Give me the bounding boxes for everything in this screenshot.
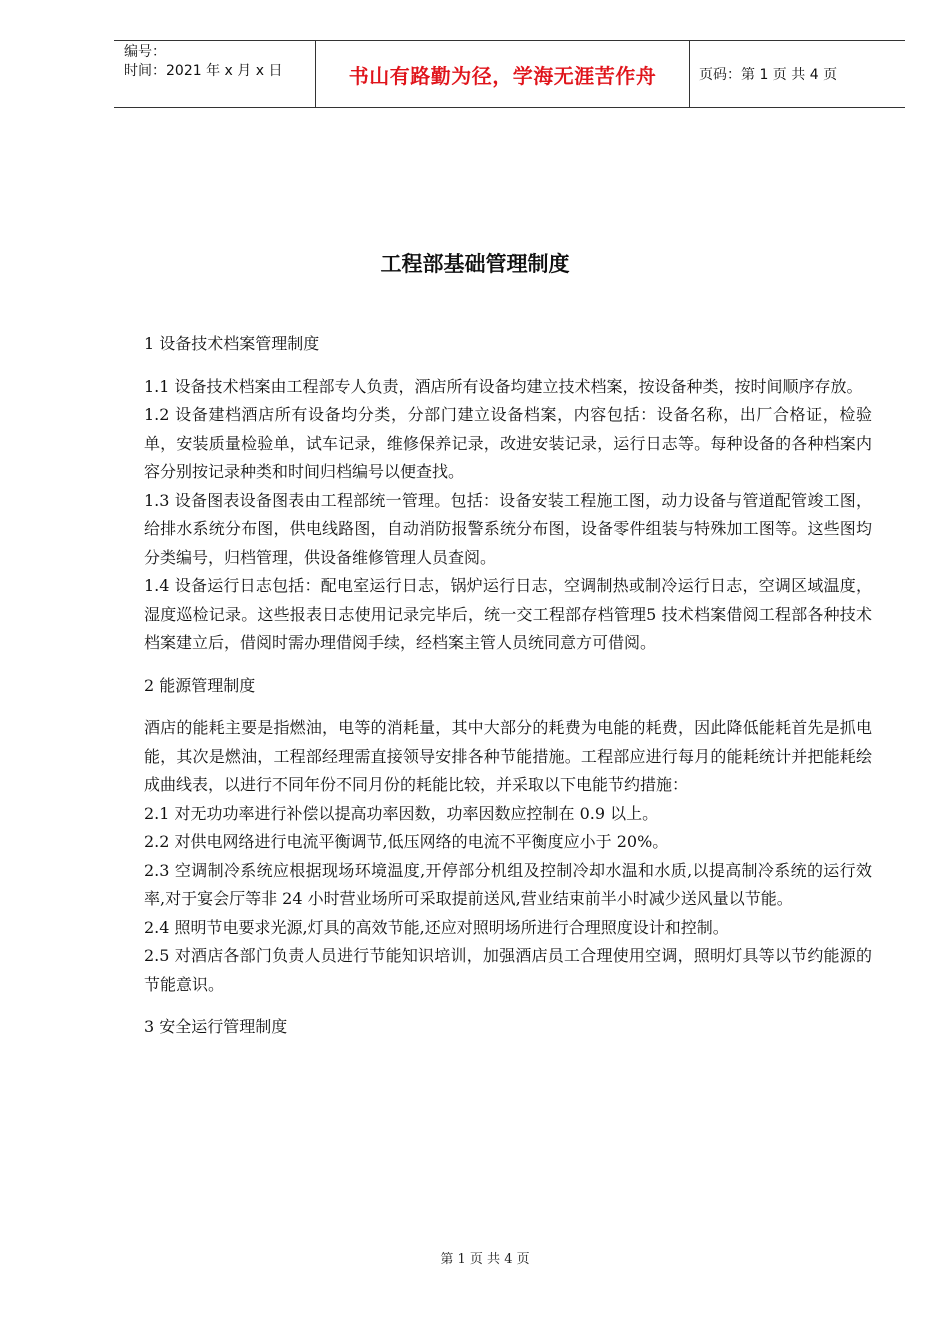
paragraph-2-1: 2.1 对无功功率进行补偿以提高功率因数，功率因数应控制在 0.9 以上。 — [144, 803, 659, 823]
header-meta — [114, 41, 316, 107]
section-1-heading: 1 设备技术档案管理制度 — [144, 334, 320, 353]
serial-number-label: 编号： — [124, 44, 166, 60]
header-motto: 书山有路勤为径，学海无涯苦作舟 — [316, 41, 690, 107]
paragraph-1-4: 1.4 设备运行日志包括：配电室运行日志，锅炉运行日志，空调制热或制冷运行日志，空调区域温度，湿度巡检记录。这些报表日志使用记录完毕后，统一交工程部存档管理5 技术档案借阅工程部各种技术档案建立后，借阅时需办理借阅手续，经档案主管人员统同意方可借阅。 — [144, 576, 872, 652]
paragraph-1-2: 1.2 设备建档酒店所有设备均分类，分部门建立设备档案，内容包括：设备名称，出厂合格证，检验单，安装质量检验单，试车记录，维修保养记录，改进安装记录，运行日志等。每种设备的各种档案内容分别按记录种类和时间归档编号以便查找。 — [144, 405, 872, 481]
paragraph-2-5: 2.5 对酒店各部门负责人员进行节能知识培训，加强酒店员工合理使用空调，照明灯具等以节约能源的节能意识。 — [144, 946, 872, 994]
paragraph-2-4: 2.4 照明节电要求光源,灯具的高效节能,还应对照明场所进行合理照度设计和控制。 — [144, 917, 729, 937]
paragraph-1-3: 1.3 设备图表设备图表由工程部统一管理。包括：设备安装工程施工图，动力设备与管道配管竣工图，给排水系统分布图，供电线路图，自动消防报警系统分布图，设备零件组装与特殊加工图等。这些图均分类编号，归档管理，供设备维修管理人员查阅。 — [144, 490, 872, 567]
document-title: 工程部基础管理制度 — [380, 252, 570, 276]
paragraph-2-3: 2.3 空调制冷系统应根据现场环境温度,开停部分机组及控制冷却水温和水质,以提高制冷系统的运行效率,对于宴会厅等非 24 小时营业场所可采取提前送风,营业结束前半小时减少送风量以节能。 — [144, 860, 872, 908]
paragraph-1-1: 1.1 设备技术档案由工程部专人负责，酒店所有设备均建立技术档案，按设备种类，按时间顺序存放。 — [144, 376, 863, 396]
document-header — [114, 40, 905, 108]
paragraph-2-intro: 酒店的能耗主要是指燃油，电等的消耗量，其中大部分的耗费为电能的耗费，因此降低能耗首先是抓电能，其次是燃油，工程部经理需直接领导安排各种节能措施。工程部应进行每月的能耗统计并把能耗绘成曲线表，以进行不同年份不同月份的耗能比较，并采取以下电能节约措施： — [144, 718, 872, 794]
paragraph-2-2: 2.2 对供电网络进行电流平衡调节,低压网络的电流不平衡度应小于 20%。 — [144, 832, 669, 851]
section-2-heading: 2 能源管理制度 — [144, 675, 256, 695]
document-body — [144, 330, 872, 1056]
time-label: 时间：2021 年 x 月 x 日 — [124, 63, 283, 79]
header-page-info: 页码：第 1 页 共 4 页 — [699, 67, 838, 83]
section-3-heading: 3 安全运行管理制度 — [144, 1017, 288, 1036]
page-footer: 第 1 页 共 4 页 — [440, 1252, 530, 1267]
